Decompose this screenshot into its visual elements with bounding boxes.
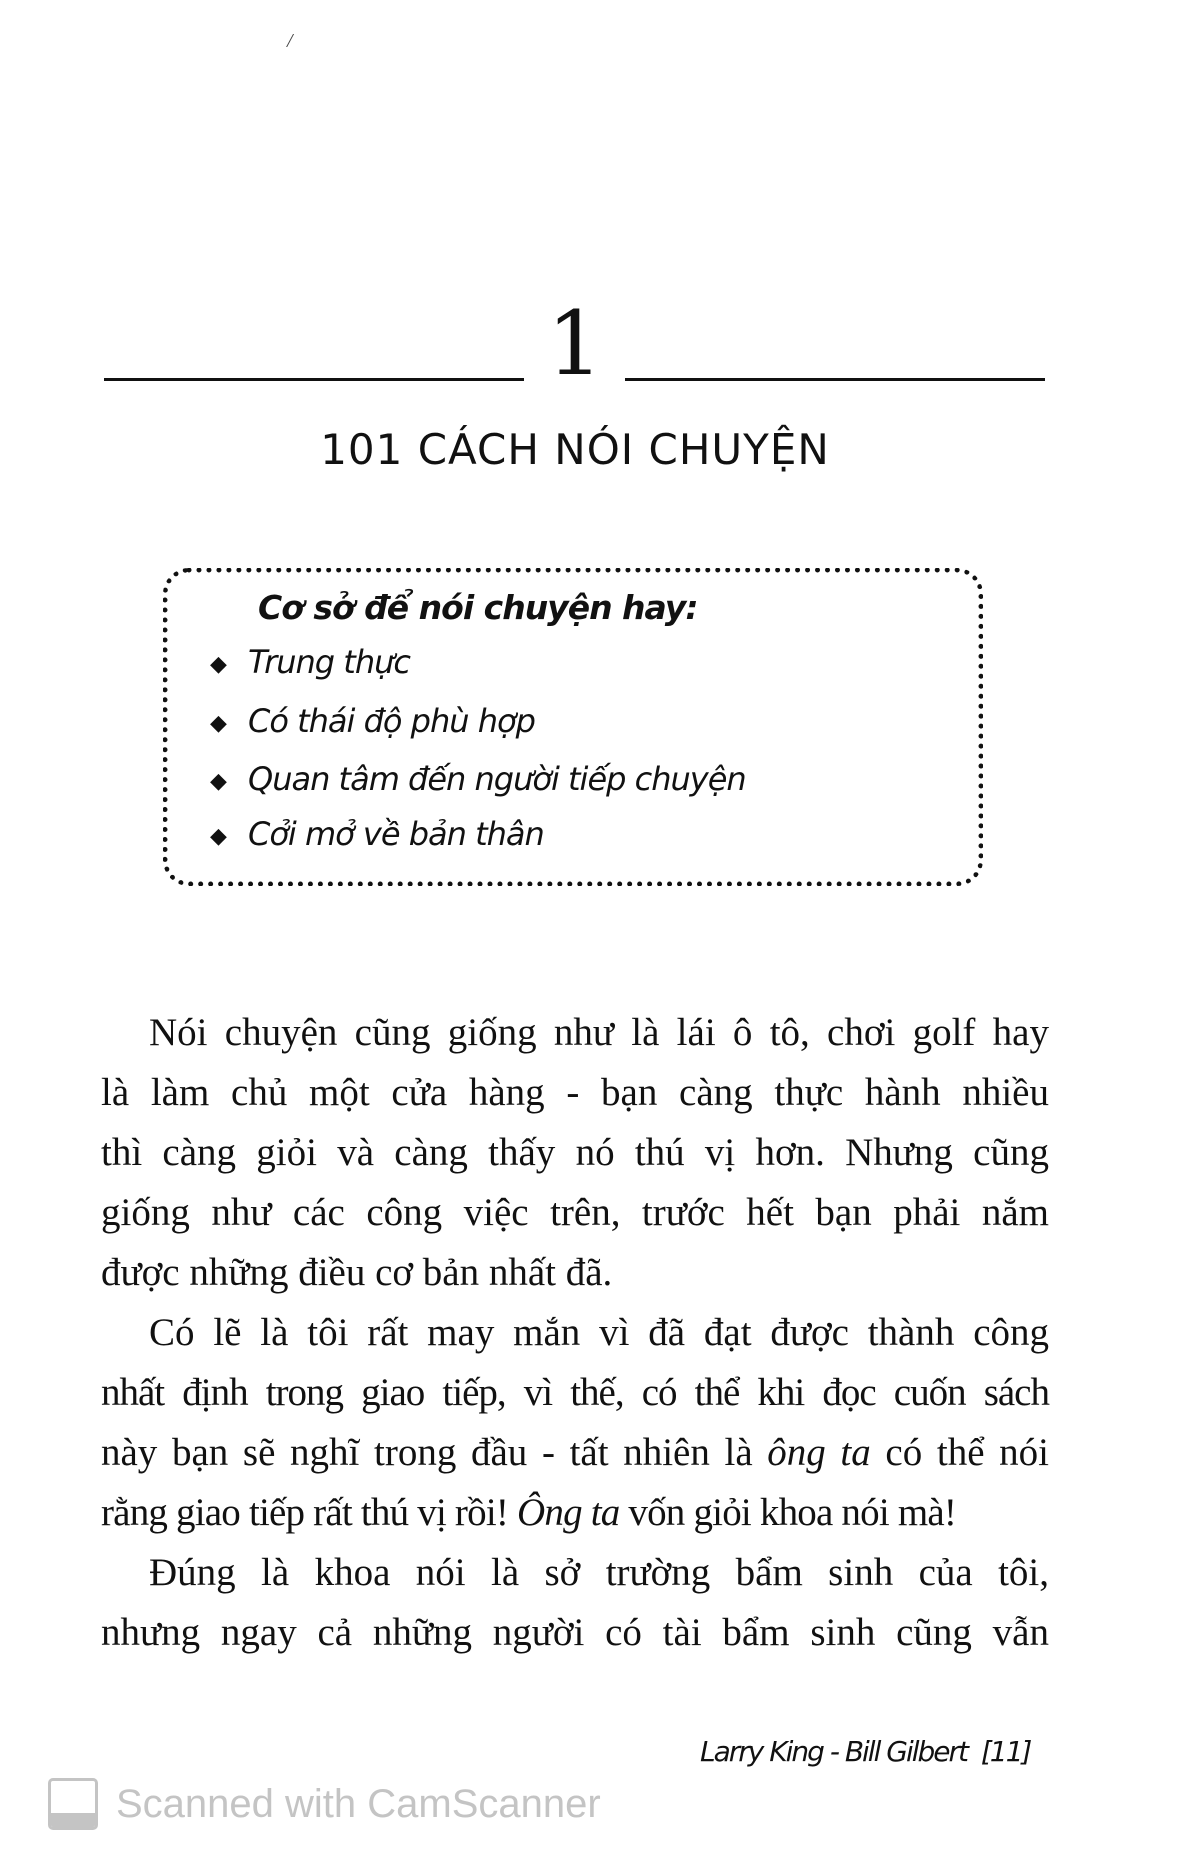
text-line: Có lẽ là tôi rất may mắn vì đã đạt được thành công [149,1311,1049,1354]
footer-authors: Larry King - Bill Gilbert [700,1735,968,1768]
text-line: giống như các công việc trên, trước hết bạn phải nắm [101,1191,1049,1234]
item-text: Trung thực [248,643,410,681]
page-number: [11] [980,1735,1031,1768]
bullet-icon: ◆ [210,651,226,677]
text-run: rằng giao tiếp rất thú vị rồi! [101,1491,517,1534]
text-run: vốn giỏi khoa nói mà! [619,1491,957,1534]
chapter-title: 101 CÁCH NÓI CHUYỆN [320,425,830,474]
summary-heading: Cơ sở để nói chuyện hay: [258,588,698,627]
bullet-icon: ◆ [210,768,226,794]
summary-item [210,815,544,853]
item-text: Quan tâm đến người tiếp chuyện [248,760,746,798]
item-text: Cởi mở về bản thân [248,815,544,853]
bullet-icon: ◆ [210,710,226,736]
text-run: có thể nói [870,1431,1049,1474]
text-line: nhất định trong giao tiếp, vì thế, có thể khi đọc cuốn sách [101,1371,1049,1414]
camscanner-watermark [48,1778,601,1830]
text-emphasis: Ông ta [517,1491,620,1534]
item-text: Có thái độ phù hợp [248,702,535,740]
camscanner-logo-icon [48,1778,98,1830]
chapter-number: 1 [547,292,603,395]
text-line [101,1483,1049,1543]
text-line: là làm chủ một cửa hàng - bạn càng thực hành nhiều [101,1071,1049,1114]
running-footer [700,1735,1030,1768]
text-emphasis: ông ta [767,1431,871,1474]
body-text [101,1003,1049,1663]
bullet-icon: ◆ [210,823,226,849]
text-line [101,1423,1049,1483]
summary-item [210,702,535,740]
text-line: nhưng ngay cả những người có tài bẩm sinh cũng vẫn [101,1611,1049,1654]
summary-item [210,760,746,798]
summary-item [210,643,410,681]
text-line: Nói chuyện cũng giống như là lái ô tô, chơi golf hay [149,1011,1049,1054]
stray-mark: / [287,30,293,52]
text-line: Đúng là khoa nói là sở trường bẩm sinh của tôi, [149,1551,1049,1594]
watermark-text: Scanned with CamScanner [116,1781,601,1826]
text-line: được những điều cơ bản nhất đã. [101,1251,613,1294]
text-line: thì càng giỏi và càng thấy nó thú vị hơn. Nhưng cũng [101,1131,1049,1174]
text-run: này bạn sẽ nghĩ trong đầu - tất nhiên là [101,1431,768,1474]
